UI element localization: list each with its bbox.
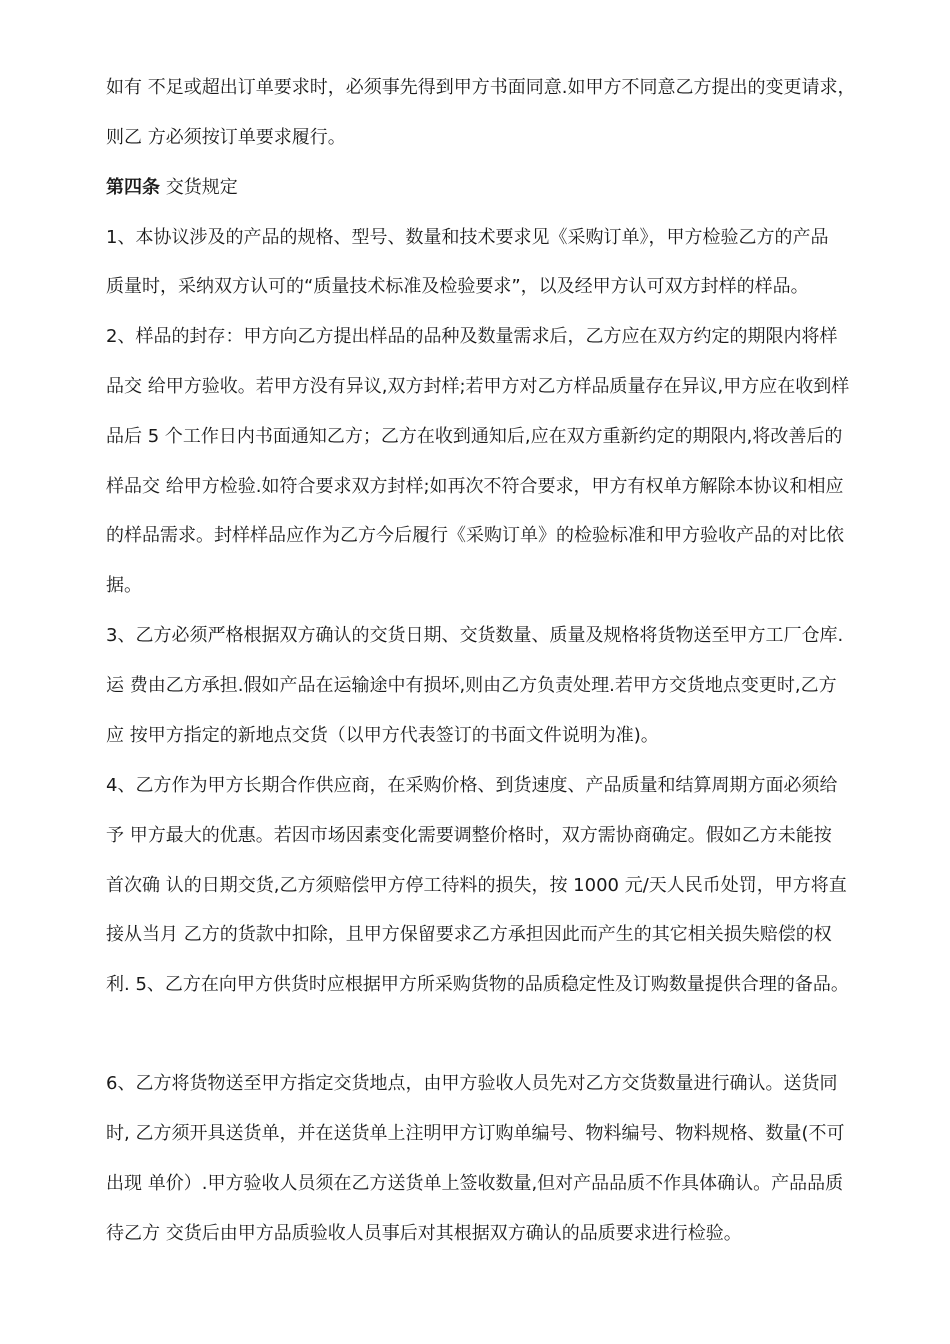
item6-line-2: 时, 乙方须开具送货单，并在送货单上注明甲方订购单编号、物料编号、物料规格、数量(不可 bbox=[106, 1123, 845, 1144]
item6-line-4: 待乙方 交货后由甲方品质验收人员事后对其根据双方确认的品质要求进行检验。 bbox=[106, 1223, 742, 1244]
item4-line-5: 利. 5、乙方在向甲方供货时应根据甲方所采购货物的品质稳定性及订购数量提供合理的备品。 bbox=[106, 974, 849, 995]
item6-line-3: 出现 单价）.甲方验收人员须在乙方送货单上签收数量,但对产品品质不作具体确认。产品品质 bbox=[106, 1173, 844, 1194]
article-number: 第四条 bbox=[106, 177, 160, 198]
item3-line-3: 应 按甲方指定的新地点交货（以甲方代表签订的书面文件说明为准)。 bbox=[106, 725, 659, 746]
article-title: 交货规定 bbox=[160, 177, 238, 198]
item4-line-4: 接从当月 乙方的货款中扣除，且甲方保留要求乙方承担因此而产生的其它相关损失赔偿的权 bbox=[106, 924, 832, 945]
item1-line-1: 1、本协议涉及的产品的规格、型号、数量和技术要求见《采购订单》，甲方检验乙方的产品 bbox=[106, 227, 829, 248]
item3-line-1: 3、乙方必须严格根据双方确认的交货日期、交货数量、质量及规格将货物送至甲方工厂仓库. bbox=[106, 625, 844, 646]
item2-line-3: 品后 5 个工作日内书面通知乙方；乙方在收到通知后,应在双方重新约定的期限内,将改善后的 bbox=[106, 426, 843, 447]
item6-line-1: 6、乙方将货物送至甲方指定交货地点，由甲方验收人员先对乙方交货数量进行确认。送货同 bbox=[106, 1073, 838, 1094]
intro-line-2: 则乙 方必须按订单要求履行。 bbox=[106, 127, 346, 148]
item2-line-6: 据。 bbox=[106, 575, 142, 596]
item4-line-2: 予 甲方最大的优惠。若因市场因素变化需要调整价格时，双方需协商确定。假如乙方未能按 bbox=[106, 825, 832, 846]
item2-line-1: 2、样品的封存：甲方向乙方提出样品的品种及数量需求后，乙方应在双方约定的期限内将样 bbox=[106, 326, 838, 347]
intro-line-1: 如有 不足或超出订单要求时，必须事先得到甲方书面同意.如甲方不同意乙方提出的变更请求， bbox=[106, 77, 856, 98]
item2-line-4: 样品交 给甲方检验.如符合要求双方封样;如再次不符合要求，甲方有权单方解除本协议和相应 bbox=[106, 476, 844, 497]
item1-line-2: 质量时，采纳双方认可的“质量技术标准及检验要求”，以及经甲方认可双方封样的样品。 bbox=[106, 276, 809, 297]
item3-line-2: 运 费由乙方承担.假如产品在运输途中有损坏,则由乙方负责处理.若甲方交货地点变更时,乙方 bbox=[106, 675, 837, 696]
item2-line-2: 品交 给甲方验收。若甲方没有异议,双方封样;若甲方对乙方样品质量存在异议,甲方应在收到样 bbox=[106, 376, 850, 397]
item2-line-5: 的样品需求。封样样品应作为乙方今后履行《采购订单》的检验标准和甲方验收产品的对比依 bbox=[106, 525, 844, 546]
article-heading bbox=[106, 176, 238, 200]
item4-line-3: 首次确 认的日期交货,乙方须赔偿甲方停工待料的损失，按 1000 元/天人民币处罚，甲方将直 bbox=[106, 875, 847, 896]
item4-line-1: 4、乙方作为甲方长期合作供应商，在采购价格、到货速度、产品质量和结算周期方面必须给 bbox=[106, 775, 838, 796]
